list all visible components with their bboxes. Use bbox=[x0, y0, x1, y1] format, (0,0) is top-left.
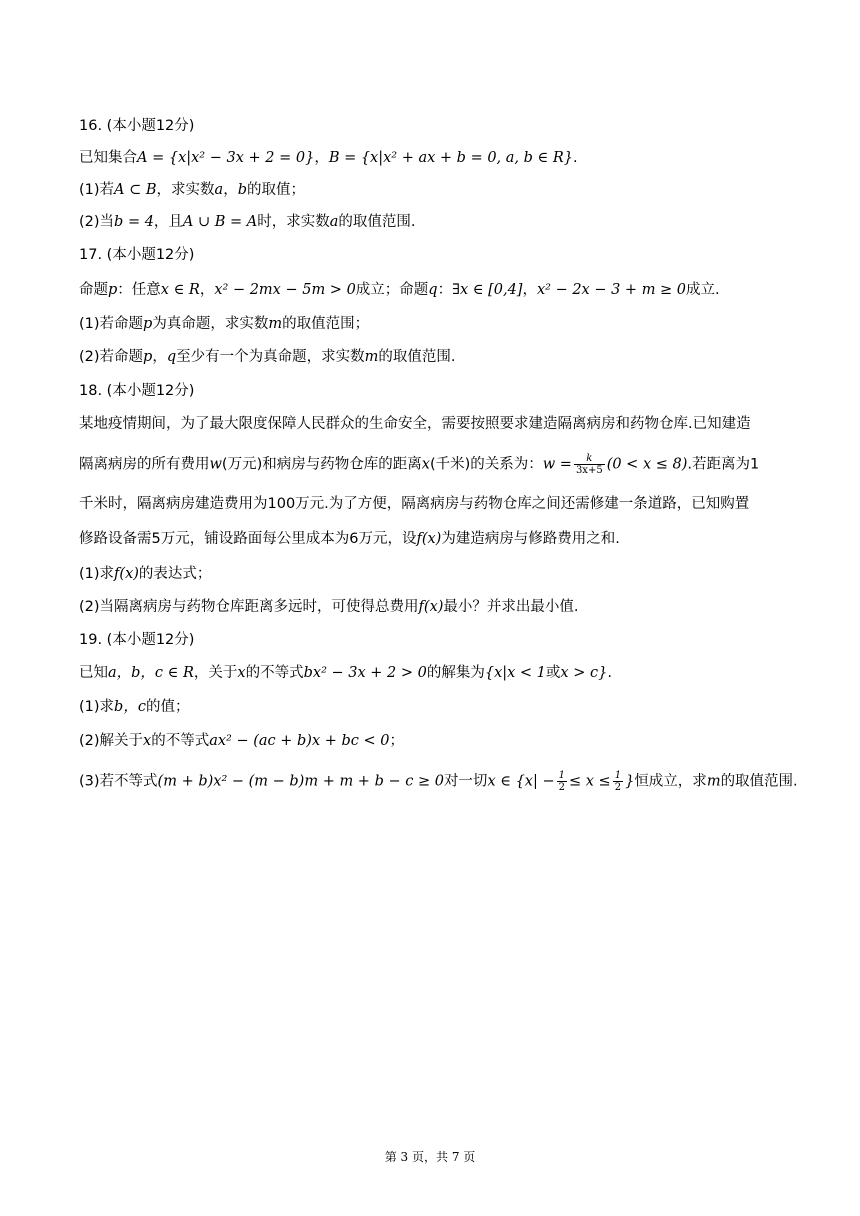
problem-17-stem: 命题p：任意x ∈ R，x² − 2mx − 5m > 0成立；命题q：∃x ∈ [0,4]，x² − 2x − 3 + m ≥ 0成立. bbox=[79, 282, 720, 298]
problem-19-stem: 已知a，b，c ∈ R，关于x的不等式bx² − 3x + 2 > 0的解集为{x|x < 1或x > c}. bbox=[79, 665, 612, 681]
problem-18-part-1: (1)求f(x)的表达式； bbox=[79, 566, 212, 582]
page-footer: 第 3 页，共 7 页 bbox=[384, 1150, 476, 1164]
problem-17-part-2: (2)若命题p，q至少有一个为真命题，求实数m的取值范围. bbox=[79, 349, 456, 365]
problem-18-part-2: (2)当隔离病房与药物仓库距离多远时，可使得总费用f(x)最小？并求出最小值. bbox=[79, 599, 579, 615]
problem-18-line-3: 千米时，隔离病房建造费用为100万元.为了方便，隔离病房与药物仓库之间还需修建一条道路，已知购置 bbox=[79, 496, 750, 512]
problem-19-part-2: (2)解关于x的不等式ax² − (ac + b)x + bc < 0； bbox=[79, 733, 405, 749]
problem-19-header: 19. (本小题12分) bbox=[79, 632, 195, 648]
problem-16-stem: 已知集合A = {x|x² − 3x + 2 = 0}，B = {x|x² + ax + b = 0, a, b ∈ R}. bbox=[79, 150, 578, 166]
problem-17-header: 17. (本小题12分) bbox=[79, 247, 195, 263]
problem-18-line-4: 修路设备需5万元，铺设路面每公里成本为6万元，设f(x)为建造病房与修路费用之和. bbox=[79, 531, 620, 547]
problem-19-part-3: (3)若不等式(m + b)x² − (m − b)m + m + b − c ≥ 0对一切x ∈ {x| − $\frac{1}{2}$ ≤ x ≤ $\frac{1}{2}$ }恒成立，求m的取值范围. bbox=[79, 770, 798, 793]
problem-16-part-2: (2)当b = 4，且A ∪ B = A时，求实数a的取值范围. bbox=[79, 214, 416, 230]
problem-17-part-1: (1)若命题p为真命题，求实数m的取值范围； bbox=[79, 316, 370, 332]
problem-18-line-1: 某地疫情期间，为了最大限度保障人民群众的生命安全，需要按照要求建造隔离病房和药物仓库.已知建造 bbox=[79, 416, 751, 432]
problem-16-part-1: (1)若A ⊂ B，求实数a，b的取值； bbox=[79, 182, 305, 198]
fraction-one-half-lower: $\frac{1}{2}$ bbox=[558, 770, 565, 793]
problem-18-header: 18. (本小题12分) bbox=[79, 383, 195, 399]
problem-18-line-2: 隔离病房的所有费用w(万元)和病房与药物仓库的距离x(千米)的关系为：w = $\frac{k}{3x+5}$ (0 < x ≤ 8).若距离为1 bbox=[79, 453, 760, 476]
problem-16-header: 16. (本小题12分) bbox=[79, 118, 195, 134]
problem-19-part-1: (1)求b，c的值； bbox=[79, 699, 190, 715]
fraction-k-over-3x-plus-5: $\frac{k}{3x+5}$ bbox=[575, 453, 603, 476]
fraction-one-half-upper: $\frac{1}{2}$ bbox=[614, 770, 622, 793]
